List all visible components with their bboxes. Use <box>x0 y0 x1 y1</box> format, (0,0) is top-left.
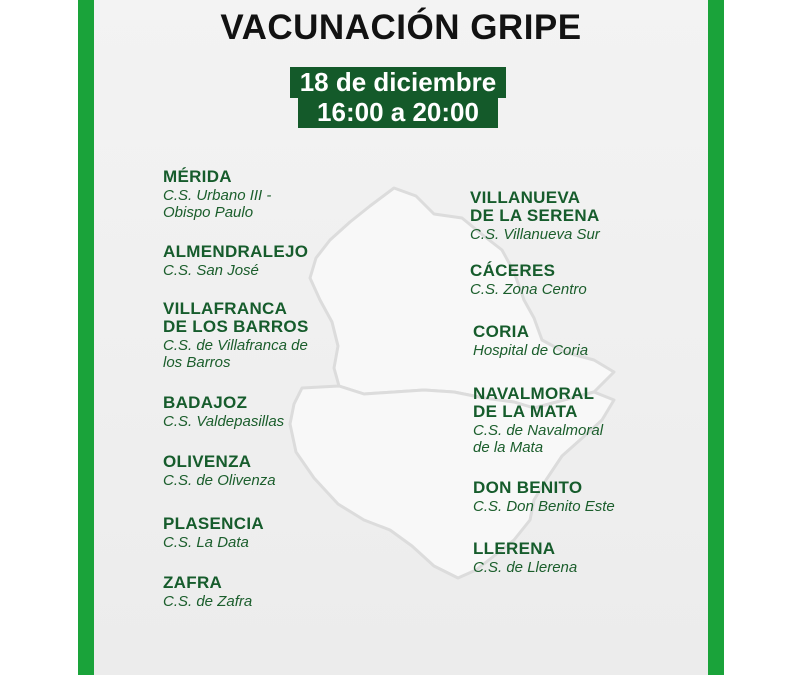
location-villafranca <box>163 300 363 371</box>
location-name: ALMENDRALEJO <box>163 242 309 261</box>
event-time: 16:00 a 20:00 <box>298 97 498 128</box>
page-title: VACUNACIÓN GRIPE <box>220 8 582 47</box>
location-name: ZAFRA <box>163 573 223 592</box>
location-badajoz <box>163 394 363 430</box>
location-center: C.S. de Olivenza <box>163 472 276 489</box>
poster-panel <box>94 0 708 675</box>
location-center: C.S. de Zafra <box>163 593 253 610</box>
location-name: VILLAFRANCA DE LOS BARROS <box>163 299 309 336</box>
location-olivenza <box>163 453 363 489</box>
location-coria <box>473 323 673 359</box>
location-name: VILLANUEVA DE LA SERENA <box>470 188 600 225</box>
location-llerena <box>473 540 673 576</box>
location-name: BADAJOZ <box>163 393 248 412</box>
location-center: C.S. de Llerena <box>473 559 578 576</box>
location-name: DON BENITO <box>473 478 583 497</box>
location-name: LLERENA <box>473 539 556 558</box>
location-name: CÁCERES <box>470 261 556 280</box>
location-almendralejo <box>163 243 363 279</box>
date-time-banner <box>290 67 506 128</box>
location-center: C.S. Urbano III - Obispo Paulo <box>163 187 272 221</box>
location-center: C.S. La Data <box>163 534 249 551</box>
location-center: C.S. Villanueva Sur <box>470 226 600 243</box>
location-navalmoral-de-la-mata <box>473 385 673 456</box>
location-center: C.S. Valdepasillas <box>163 413 285 430</box>
location-center: C.S. de Villafranca de los Barros <box>163 337 308 371</box>
location-center: Hospital de Coria <box>473 342 589 359</box>
location-center: C.S. Don Benito Este <box>473 498 615 515</box>
location-plasencia <box>163 515 363 551</box>
location-name: NAVALMORAL DE LA MATA <box>473 384 595 421</box>
location-center: C.S. Zona Centro <box>470 281 587 298</box>
location-name: CORIA <box>473 322 530 341</box>
location-zafra <box>163 574 363 610</box>
right-green-border <box>708 0 724 675</box>
location-name: PLASENCIA <box>163 514 264 533</box>
location-center: C.S. San José <box>163 262 259 279</box>
location-merida <box>163 168 363 221</box>
location-caceres <box>470 262 670 298</box>
location-villanueva-de-la-serena <box>470 189 670 243</box>
left-green-border <box>78 0 94 675</box>
location-center: C.S. de Navalmoral de la Mata <box>473 422 604 456</box>
location-name: OLIVENZA <box>163 452 252 471</box>
event-date: 18 de diciembre <box>290 67 506 98</box>
location-name: MÉRIDA <box>163 167 232 186</box>
location-don-benito <box>473 479 673 515</box>
